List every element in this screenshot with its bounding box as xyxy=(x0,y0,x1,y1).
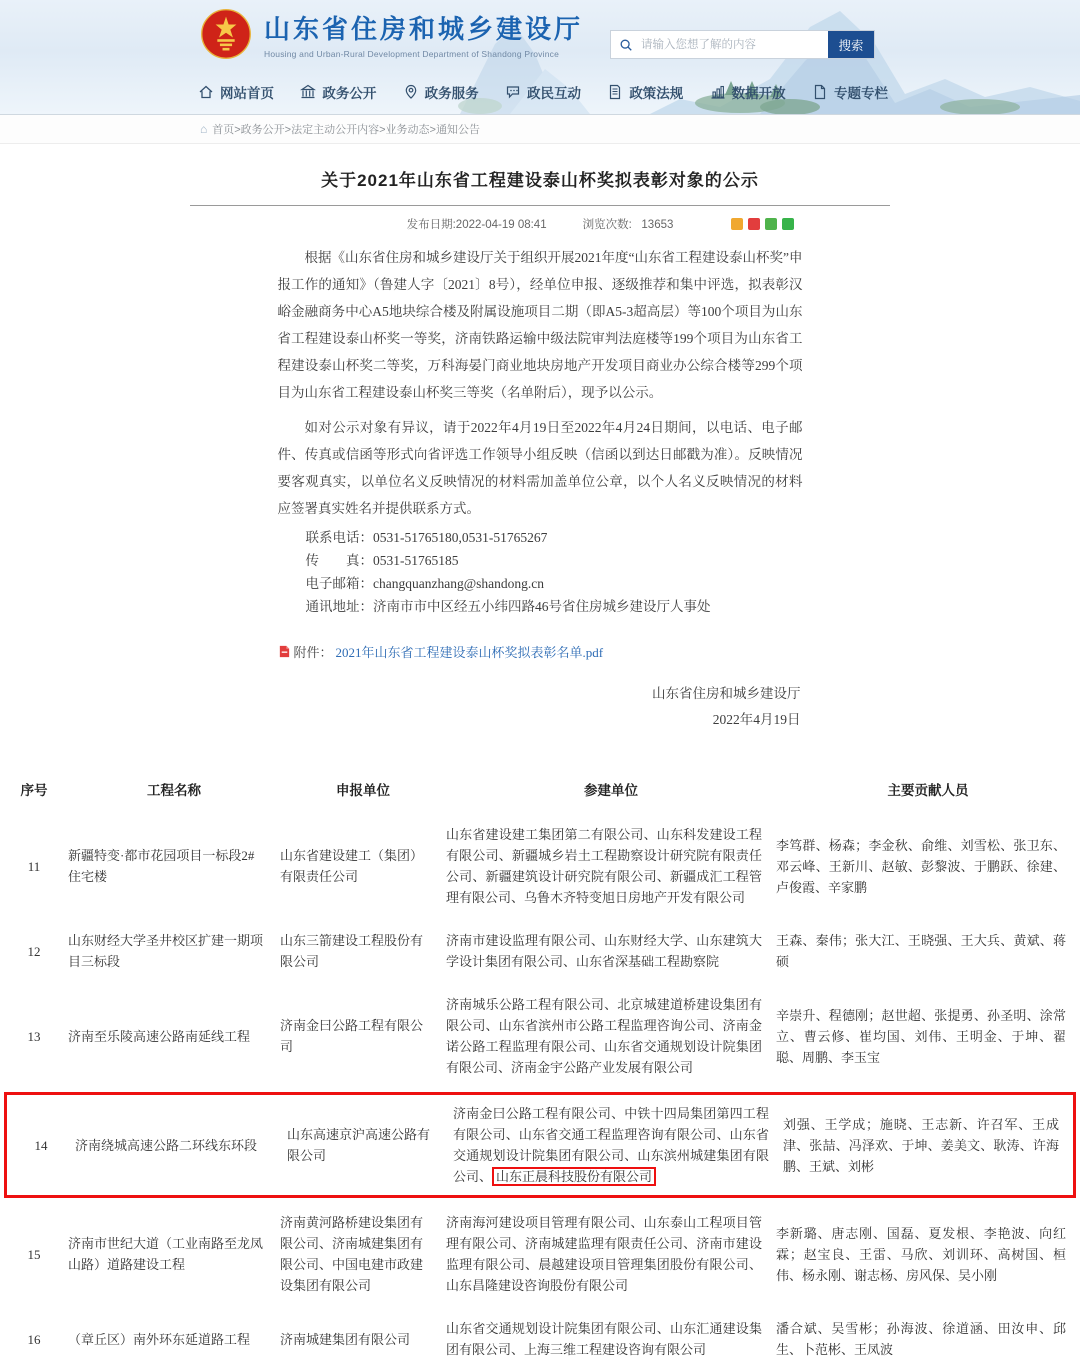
share-qzone-icon[interactable] xyxy=(731,218,743,230)
share-icons xyxy=(731,218,794,230)
contact-email: 电子邮箱：changquanzhang@shandong.cn xyxy=(305,576,545,591)
participant-units: 济南市建设监理有限公司、山东财经大学、山东建筑大学设计集团有限公司、山东省深基础工程勘察院 xyxy=(446,933,762,969)
file-icon xyxy=(812,84,828,100)
nav-item-special-topics[interactable]: 专题专栏 xyxy=(812,82,888,102)
national-emblem-logo xyxy=(200,8,252,60)
site-title: 山东省住房和城乡建设厅 xyxy=(264,14,584,44)
contact-phone: 联系电话：0531-51765180,0531-51765267 xyxy=(305,530,548,545)
nav-item-policies[interactable]: 政策法规 xyxy=(607,82,683,102)
highlighted-company: 山东正晨科技股份有限公司 xyxy=(492,1167,656,1186)
participant-units: 济南金曰公路工程有限公司、中铁十四局集团第四工程有限公司、山东省交通工程监理咨询有限公司、山东省交通规划设计院集团有限公司、山东滨州城建集团有限公司、 山东正晨科技股份有限公司 xyxy=(453,1106,769,1184)
main-contributors: 刘强、王学成；施晓、王志新、许召军、王成津、张喆、冯泽欢、于坤、姜美文、耿涛、许海鹏、王斌、刘彬 xyxy=(783,1116,1059,1174)
site-subtitle: Housing and Urban-Rural Development Department of Shandong Province xyxy=(264,49,560,59)
paragraph: 如对公示对象有异议，请于2022年4月19日至2022年4月24日期间，以电话、电子邮件、传真或信函等形式向省评选工作领导小组反映（信函以到达日邮戳为准）。反映情况要客观真实，以单位名义反映情况的材料需加盖单位公章，以个人名义反映情况的材料应签署真实姓名并提供联系方式。 xyxy=(277,420,803,516)
paragraph: 根据《山东省住房和城乡建设厅关于组织开展2021年度“山东省工程建设泰山杯奖”申报工作的通知》（鲁建人字〔2021〕8号），经单位申报、逐级推荐和集中评选，拟表彰汉峪金融商务中心A5地块综合楼及附属设施项目二期（即A5-3超高层）等100个项目为山东省工程建设泰山杯奖一等奖，济南铁路运输中级法院审判法庭楼等199个项目为山东省工程建设泰山杯奖二等奖，万科海晏门商业地块房地产开发项目商业办公综合楼等299个项目为山东省工程建设泰山杯奖三等奖（名单附后），现予以公示。 xyxy=(277,250,803,400)
nav-item-open-data[interactable]: 数据开放 xyxy=(710,82,786,102)
project-name: 山东财经大学圣井校区扩建一期项目三标段 xyxy=(68,933,264,969)
share-weibo-icon[interactable] xyxy=(748,218,760,230)
table-row xyxy=(0,983,1080,1089)
table-row-highlighted xyxy=(4,1092,1076,1198)
main-contributors: 潘合斌、吴雪彬；孙海波、徐道涵、田汝申、邱生、卜范彬、王凤波 xyxy=(776,1321,1066,1357)
view-count: 浏览次数: 13653 xyxy=(582,219,674,231)
col-header-contributors: 主要贡献人员 xyxy=(887,783,969,798)
row-no: 15 xyxy=(27,1246,41,1262)
breadcrumb[interactable] xyxy=(0,115,1080,144)
chat-icon xyxy=(505,84,521,100)
share-qq-icon[interactable] xyxy=(782,218,794,230)
table-row xyxy=(0,813,1080,919)
breadcrumb-path: 首页>政务公开>法定主动公开内容>业务动态>通知公告 xyxy=(212,124,480,136)
nav-item-gov-disclosure[interactable]: 政务公开 xyxy=(300,82,376,102)
participant-units: 山东省建设建工集团第二有限公司、山东科发建设工程有限公司、新疆城乡岩土工程勘察设计研究院有限责任公司、新疆建筑设计研究院有限公司、新疆成汇工程管理有限公司、乌鲁木齐特变旭日房地产开发有限公司 xyxy=(446,827,762,905)
table-row xyxy=(0,1307,1080,1371)
home-icon xyxy=(198,84,214,100)
nav-item-home[interactable]: 网站首页 xyxy=(198,82,274,102)
share-wechat-icon[interactable] xyxy=(765,218,777,230)
chart-icon xyxy=(710,84,726,100)
article xyxy=(190,166,890,733)
attachment-label: 附件： xyxy=(293,645,333,660)
signature-org: 山东省住房和城乡建设厅 xyxy=(652,686,801,701)
location-pin-icon xyxy=(403,84,419,100)
table-header-row xyxy=(0,775,1080,813)
participant-units: 山东省交通规划设计院集团有限公司、山东汇通建设集团有限公司、上海三维工程建设咨询有限公司 xyxy=(446,1321,762,1357)
row-no: 14 xyxy=(34,1137,48,1153)
search-button[interactable]: 搜索 xyxy=(828,31,874,58)
col-header-participants: 参建单位 xyxy=(584,783,638,798)
publish-date: 发布日期:2022-04-19 08:41 xyxy=(406,219,547,231)
main-contributors: 王森、秦伟；张大江、王晓强、王大兵、黄斌、蒋硕 xyxy=(776,933,1066,969)
search-input[interactable] xyxy=(641,31,828,58)
home-small-icon: ⌂ xyxy=(200,122,208,136)
title-divider xyxy=(190,205,890,206)
project-name: 新疆特变·都市花园项目一标段2#住宅楼 xyxy=(68,848,255,884)
project-name: 济南绕城高速公路二环线东环段 xyxy=(75,1137,258,1153)
row-no: 16 xyxy=(27,1331,41,1347)
site-header xyxy=(0,0,1080,115)
nav-item-public-interaction[interactable]: 政民互动 xyxy=(505,82,581,102)
table-row xyxy=(0,919,1080,983)
row-no: 12 xyxy=(27,943,41,959)
contact-address: 通讯地址：济南市市中区经五小纬四路46号省住房城乡建设厅人事处 xyxy=(305,599,711,614)
col-header-applicant: 申报单位 xyxy=(336,783,390,798)
pdf-icon xyxy=(278,645,291,658)
applicant-unit: 济南黄河路桥建设集团有限公司、济南城建集团有限公司、中国电建市政建设集团有限公司 xyxy=(280,1215,424,1293)
table-row xyxy=(0,1201,1080,1307)
page-title: 关于2021年山东省工程建设泰山杯奖拟表彰对象的公示 xyxy=(321,171,759,190)
main-nav xyxy=(198,82,888,102)
col-header-project: 工程名称 xyxy=(147,783,201,798)
main-contributors: 李新璐、唐志刚、国磊、夏发根、李艳波、向红霖；赵宝良、王雷、马欣、刘训环、高树国、桓伟、杨永刚、谢志杨、房风保、吴小刚 xyxy=(776,1225,1066,1283)
project-name: （章丘区）南外环东延道路工程 xyxy=(68,1331,251,1347)
search-icon xyxy=(611,31,641,58)
project-name: 济南至乐陵高速公路南延线工程 xyxy=(68,1028,251,1044)
gov-building-icon xyxy=(300,84,316,100)
main-contributors: 辛崇升、程德刚；赵世超、张提勇、孙圣明、涂常立、曹云修、崔均国、刘伟、王明金、于坤、翟聪、周鹏、李玉宝 xyxy=(776,1007,1066,1065)
applicant-unit: 山东三箭建设工程股份有限公司 xyxy=(280,933,424,969)
nav-item-gov-services[interactable]: 政务服务 xyxy=(403,82,479,102)
contact-fax: 传 真：0531-51765185 xyxy=(305,553,459,568)
article-body xyxy=(278,244,803,733)
row-no: 11 xyxy=(27,858,41,874)
project-name: 济南市世纪大道（工业南路至龙凤山路）道路建设工程 xyxy=(68,1236,264,1272)
contact-info xyxy=(306,526,803,618)
participant-units: 济南城乐公路工程有限公司、北京城建道桥建设集团有限公司、山东省滨州市公路工程监理咨询公司、济南金诺公路工程监理有限公司、山东省交通规划设计院集团有限公司、济南金宇公路产业发展有限公司 xyxy=(446,997,762,1075)
row-no: 13 xyxy=(27,1028,41,1044)
participant-units: 济南海河建设项目管理有限公司、山东泰山工程项目管理有限公司、济南城建监理有限责任公司、济南市建设监理有限公司、晨越建设项目管理集团股份有限公司、山东昌隆建设咨询股份有限公司 xyxy=(446,1215,762,1293)
article-meta xyxy=(190,216,890,236)
document-icon xyxy=(607,84,623,100)
applicant-unit: 济南城建集团有限公司 xyxy=(280,1331,411,1347)
main-contributors: 李笃群、杨森；李金秋、俞维、刘雪松、张卫东、邓云峰、王新川、赵敏、彭黎波、于鹏跃、徐建、卢俊霞、辛家鹏 xyxy=(776,837,1066,895)
search-box xyxy=(610,30,875,59)
applicant-unit: 山东省建设建工（集团）有限责任公司 xyxy=(280,848,424,884)
attachment-row xyxy=(278,642,803,661)
signature-date: 2022年4月19日 xyxy=(712,712,801,727)
col-header-no: 序号 xyxy=(20,783,48,798)
attachment-link[interactable]: 2021年山东省工程建设泰山杯奖拟表彰名单.pdf xyxy=(335,645,604,660)
applicant-unit: 山东高速京沪高速公路有限公司 xyxy=(287,1127,431,1163)
award-table xyxy=(0,775,1080,1371)
signature-block xyxy=(278,681,803,733)
applicant-unit: 济南金曰公路工程有限公司 xyxy=(280,1018,424,1054)
